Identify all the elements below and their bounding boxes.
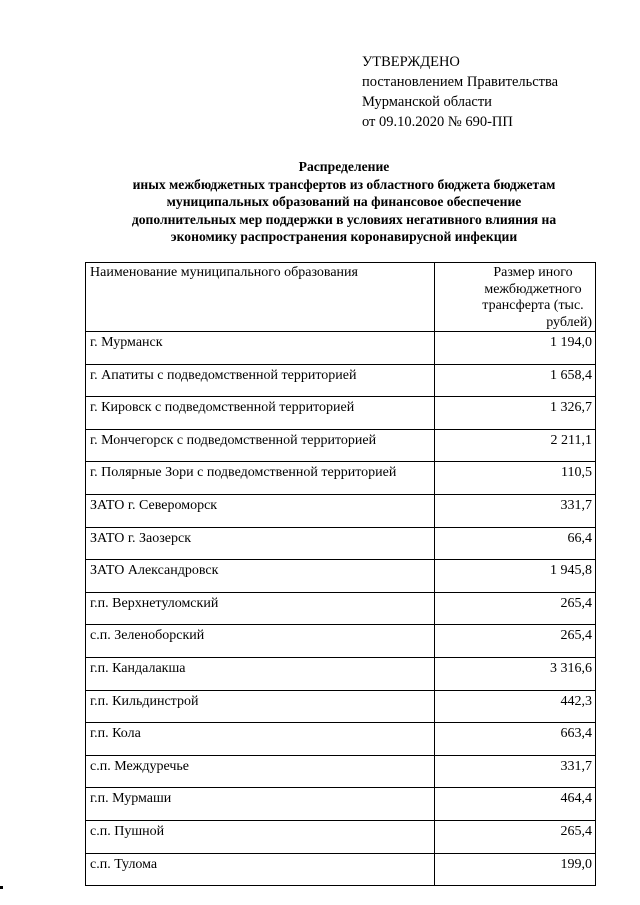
column-header-value-line-4: рублей) (546, 314, 592, 330)
table-row (86, 560, 596, 593)
row-value: 1 326,7 (435, 397, 596, 430)
column-header-value-line-1: Размер иного (493, 265, 573, 280)
table-row (86, 494, 596, 527)
row-value: 1 658,4 (435, 364, 596, 397)
table-row (86, 364, 596, 397)
approval-issuer: постановлением Правительства (362, 74, 559, 90)
row-name: г.п. Кола (86, 723, 435, 756)
table-row (86, 723, 596, 756)
row-name: г. Мурманск (86, 332, 435, 365)
row-value: 464,4 (435, 788, 596, 821)
row-name: с.п. Тулома (86, 853, 435, 886)
table-header-row (86, 263, 596, 332)
table-row (86, 527, 596, 560)
row-name: г. Кировск с подведомственной территорией (86, 397, 435, 430)
row-value: 3 316,6 (435, 657, 596, 690)
row-name: г. Полярные Зори с подведомственной территорией (86, 462, 435, 495)
row-value: 265,4 (435, 592, 596, 625)
row-name: ЗАТО Александровск (86, 560, 435, 593)
row-name: ЗАТО г. Североморск (86, 494, 435, 527)
row-value: 331,7 (435, 755, 596, 788)
row-name: с.п. Зеленоборский (86, 625, 435, 658)
column-header-value (435, 263, 596, 332)
row-value: 1 945,8 (435, 560, 596, 593)
table-row (86, 657, 596, 690)
column-header-name: Наименование муниципального образования (86, 263, 435, 332)
row-value: 331,7 (435, 494, 596, 527)
row-value: 265,4 (435, 625, 596, 658)
table-row (86, 462, 596, 495)
title-line-3: муниципальных образований на финансовое обеспечение (166, 194, 522, 209)
scan-mark (0, 886, 3, 889)
row-value: 442,3 (435, 690, 596, 723)
row-name: г. Мончегорск с подведомственной территорией (86, 429, 435, 462)
row-value: 1 194,0 (435, 332, 596, 365)
table-row (86, 397, 596, 430)
table-row (86, 788, 596, 821)
table-row (86, 690, 596, 723)
row-value: 265,4 (435, 820, 596, 853)
row-value: 663,4 (435, 723, 596, 756)
document-title (78, 158, 610, 246)
approval-stamp (362, 52, 558, 132)
table-row (86, 820, 596, 853)
table-body (86, 332, 596, 886)
row-name: г.п. Мурмаши (86, 788, 435, 821)
table-row (86, 625, 596, 658)
row-name: с.п. Пушной (86, 820, 435, 853)
row-name: г. Апатиты с подведомственной территорией (86, 364, 435, 397)
column-header-value-line-2: межбюджетного (484, 281, 582, 297)
row-name: с.п. Междуречье (86, 755, 435, 788)
row-name: г.п. Верхнетуломский (86, 592, 435, 625)
row-value: 2 211,1 (435, 429, 596, 462)
table-row (86, 592, 596, 625)
table-row (86, 429, 596, 462)
row-name: ЗАТО г. Заозерск (86, 527, 435, 560)
approval-heading: УТВЕРЖДЕНО (362, 54, 460, 70)
row-name: г.п. Кильдинстрой (86, 690, 435, 723)
approval-region: Мурманской области (362, 94, 492, 110)
title-line-4: дополнительных мер поддержки в условиях негативного влияния на (131, 211, 557, 227)
table-row (86, 332, 596, 365)
approval-date-number: от 09.10.2020 № 690-ПП (362, 114, 513, 130)
row-value: 199,0 (435, 853, 596, 886)
table-row (86, 853, 596, 886)
row-value: 110,5 (435, 462, 596, 495)
table-row (86, 755, 596, 788)
row-value: 66,4 (435, 527, 596, 560)
row-name: г.п. Кандалакша (86, 657, 435, 690)
title-line-2: иных межбюджетных трансфертов из областного бюджета бюджетам (132, 176, 556, 192)
transfers-table (85, 262, 596, 886)
column-header-value-line-3: трансферта (тыс. (482, 298, 584, 313)
title-line-5: экономику распространения коронавирусной инфекции (170, 229, 518, 244)
title-line-1: Распределение (298, 159, 390, 174)
